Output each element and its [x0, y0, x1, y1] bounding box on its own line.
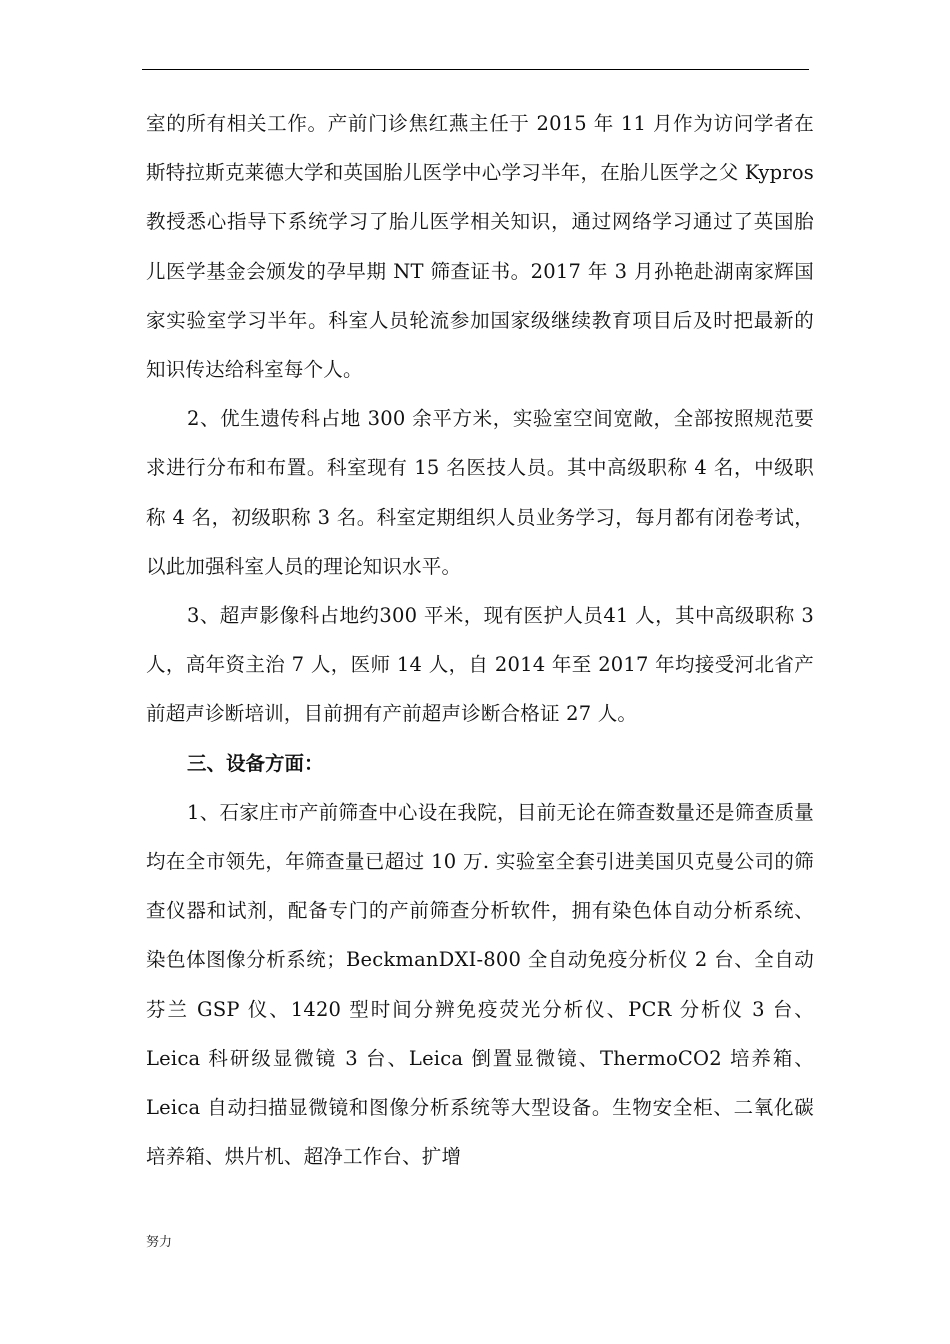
paragraph-continuation: 室的所有相关工作。产前门诊焦红燕主任于 2015 年 11 月作为访问学者在斯特拉斯克莱德大学和英国胎儿医学中心学习半年，在胎儿医学之父 Kypros 教授悉心指导下系统学习了胎儿医学相关知识，通过网络学习通过了英国胎儿医学基金会颁发的孕早期 NT 筛查证书。2017 年 3 月孙艳赴湖南家辉国家实验室学习半年。科室人员轮流参加国家级继续教育项目后及时把最新的知识传达给科室每个人。	[146, 112, 814, 382]
document-body	[146, 99, 814, 1181]
paragraph-genetics-department: 2、优生遗传科占地 300 余平方米，实验室空间宽敞，全部按照规范要求进行分布和布置。科室现有 15 名医技人员。其中高级职称 4 名，中级职称 4 名，初级职称 3 名。科室定期组织人员业务学习，每月都有闭卷考试，以此加强科室人员的理论知识水平。	[146, 407, 814, 578]
section-heading-equipment: 三、设备方面：	[187, 751, 324, 775]
paragraph-ultrasound-department: 3、超声影像科占地约300 平米，现有医护人员41 人，其中高级职称 3 人，高年资主治 7 人，医师 14 人，自 2014 年至 2017 年均接受河北省产前超声诊断培训，目前拥有产前超声诊断合格证 27 人。	[146, 604, 814, 726]
page-footer: 努力	[146, 1235, 173, 1250]
paragraph-screening-center: 1、石家庄市产前筛查中心设在我院，目前无论在筛查数量还是筛查质量均在全市领先，年筛查量已超过 10 万. 实验室全套引进美国贝克曼公司的筛查仪器和试剂，配备专门的产前筛查分析软件，拥有染色体自动分析系统、染色体图像分析系统；BeckmanDXI-800 全自动免疫分析仪 2 台、全自动芬兰 GSP 仪、1420 型时间分辨免疫荧光分析仪、PCR 分析仪 3 台、Leica 科研级显微镜 3 台、Leica 倒置显微镜、ThermoCO2 培养箱、Leica 自动扫描显微镜和图像分析系统等大型设备。生物安全柜、二氧化碳培养箱、烘片机、超净工作台、扩增	[146, 800, 814, 1169]
header-rule	[142, 69, 809, 70]
